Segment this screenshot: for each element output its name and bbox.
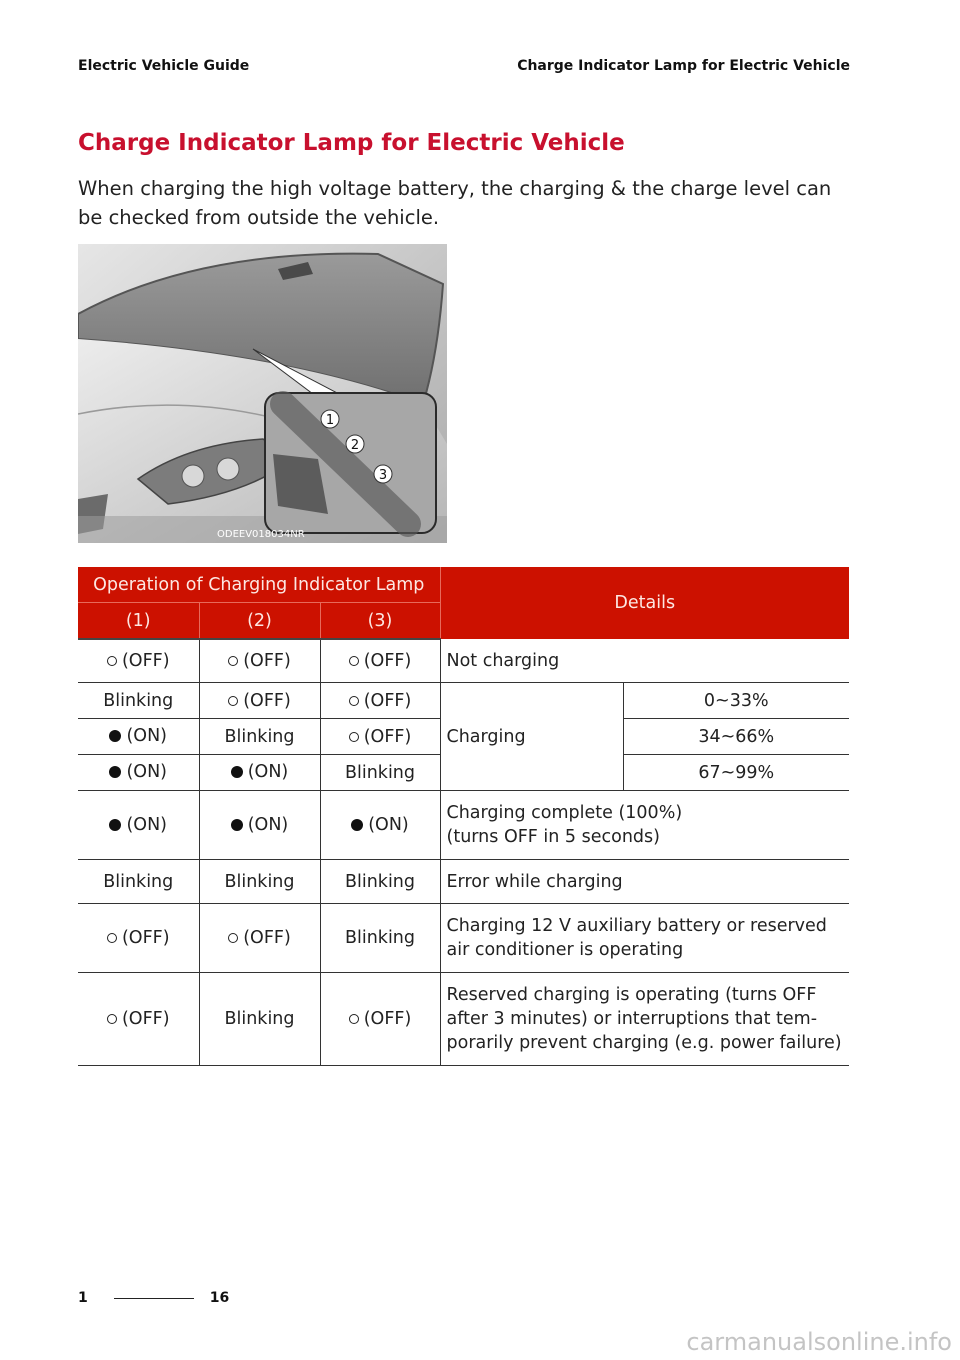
state-label: (OFF) (243, 651, 291, 671)
details-cell (440, 904, 849, 973)
intro-line-2: be checked from outside the vehicle. (78, 206, 440, 229)
off-circle-icon (228, 933, 238, 943)
callout-2: 2 (350, 438, 360, 453)
lamp-cell (78, 904, 199, 973)
lamp-cell (320, 683, 440, 719)
details-cell (440, 791, 849, 860)
off-circle-icon (349, 696, 359, 706)
vehicle-illustration (78, 244, 447, 543)
details-line: Charging 12 V auxiliary battery or reserved (446, 916, 827, 936)
lamp-cell (78, 791, 199, 860)
intro-line-1: When charging the high voltage battery, the charging & the charge level can (78, 177, 832, 200)
col-header-1: (1) (78, 603, 199, 640)
off-circle-icon (228, 656, 238, 666)
running-header (78, 58, 850, 74)
details-line: Charging complete (100%) (446, 803, 683, 823)
details-line: after 3 minutes) or interruptions that tem- (446, 1009, 818, 1029)
off-circle-icon (349, 1014, 359, 1024)
state-label: (OFF) (243, 690, 291, 711)
section-name: Charge Indicator Lamp for Electric Vehicle (517, 58, 850, 74)
lamp-cell: Blinking (78, 683, 199, 719)
details-line: air conditioner is operating (446, 940, 684, 960)
on-dot-icon (109, 819, 121, 831)
state-label: (OFF) (363, 726, 412, 747)
state-label: (OFF) (243, 928, 291, 948)
lamp-cell (78, 973, 199, 1066)
car-windshield-drawing (78, 244, 447, 543)
details-line: Reserved charging is operating (turns OFF (446, 985, 817, 1005)
col-header-3: (3) (320, 603, 440, 640)
details-cell: Not charging (440, 639, 849, 683)
lamp-cell: Blinking (199, 973, 320, 1066)
level-cell: 34~66% (623, 719, 849, 755)
lamp-cell: Blinking (199, 860, 320, 904)
lamp-cell (78, 755, 199, 791)
state-label: (ON) (126, 762, 168, 782)
lamp-cell (78, 719, 199, 755)
lamp-cell (320, 973, 440, 1066)
on-dot-icon (351, 819, 363, 831)
state-label: (ON) (368, 814, 409, 835)
charge-indicator-table (78, 567, 849, 1066)
details-cell (440, 973, 849, 1066)
details-line: (turns OFF in 5 seconds) (446, 827, 660, 847)
callout-1: 1 (325, 413, 335, 428)
details-cell: Error while charging (440, 860, 849, 904)
table-row (78, 904, 849, 973)
state-label: (OFF) (363, 651, 412, 671)
on-dot-icon (231, 766, 243, 778)
guide-name: Electric Vehicle Guide (78, 58, 250, 74)
lamp-cell (320, 791, 440, 860)
state-label: (OFF) (363, 1009, 412, 1029)
intro-paragraph (78, 174, 858, 232)
lamp-cell: Blinking (320, 860, 440, 904)
state-label: (ON) (126, 814, 168, 835)
state-label: (OFF) (121, 928, 170, 948)
callout-3: 3 (378, 468, 388, 483)
lamp-cell: Blinking (320, 755, 440, 791)
off-circle-icon (349, 656, 359, 666)
lamp-cell (199, 639, 320, 683)
col-header-2: (2) (199, 603, 320, 640)
state-label: (ON) (247, 762, 289, 782)
state-label: (OFF) (121, 651, 170, 671)
off-circle-icon (107, 656, 117, 666)
state-label: (ON) (126, 726, 168, 746)
details-line: porarily prevent charging (e.g. power failure) (446, 1033, 842, 1053)
charging-cell: Charging (440, 683, 623, 791)
footer-rule (114, 1298, 194, 1299)
state-label: (OFF) (363, 690, 412, 711)
lamp-cell (320, 719, 440, 755)
page-number: 16 (209, 1290, 230, 1306)
table-row (78, 973, 849, 1066)
lamp-cell (199, 904, 320, 973)
state-label: (OFF) (121, 1009, 170, 1029)
table-row (78, 860, 849, 904)
table-group-header: Operation of Charging Indicator Lamp (78, 567, 440, 603)
figure-code: ODEEV018034NR (217, 529, 305, 540)
lamp-cell: Blinking (78, 860, 199, 904)
table-row (78, 791, 849, 860)
watermark: carmanualsonline.info (686, 1328, 952, 1356)
on-dot-icon (109, 730, 121, 742)
lamp-cell: Blinking (199, 719, 320, 755)
lamp-cell (199, 683, 320, 719)
section-title: Charge Indicator Lamp for Electric Vehicle (78, 130, 625, 156)
on-dot-icon (231, 819, 243, 831)
page-footer (78, 1290, 229, 1306)
chapter-number: 1 (78, 1290, 88, 1306)
table-row (78, 683, 849, 719)
off-circle-icon (228, 696, 238, 706)
lamp-cell (199, 755, 320, 791)
off-circle-icon (107, 1014, 117, 1024)
lamp-cell: Blinking (320, 904, 440, 973)
lamp-cell (78, 639, 199, 683)
table-row (78, 639, 849, 683)
state-label: (ON) (247, 814, 289, 835)
off-circle-icon (349, 732, 359, 742)
on-dot-icon (109, 766, 121, 778)
table-details-header: Details (440, 567, 849, 639)
lamp-cell (199, 791, 320, 860)
level-cell: 67~99% (623, 755, 849, 791)
lamp-cell (320, 639, 440, 683)
level-cell: 0~33% (623, 683, 849, 719)
off-circle-icon (107, 933, 117, 943)
